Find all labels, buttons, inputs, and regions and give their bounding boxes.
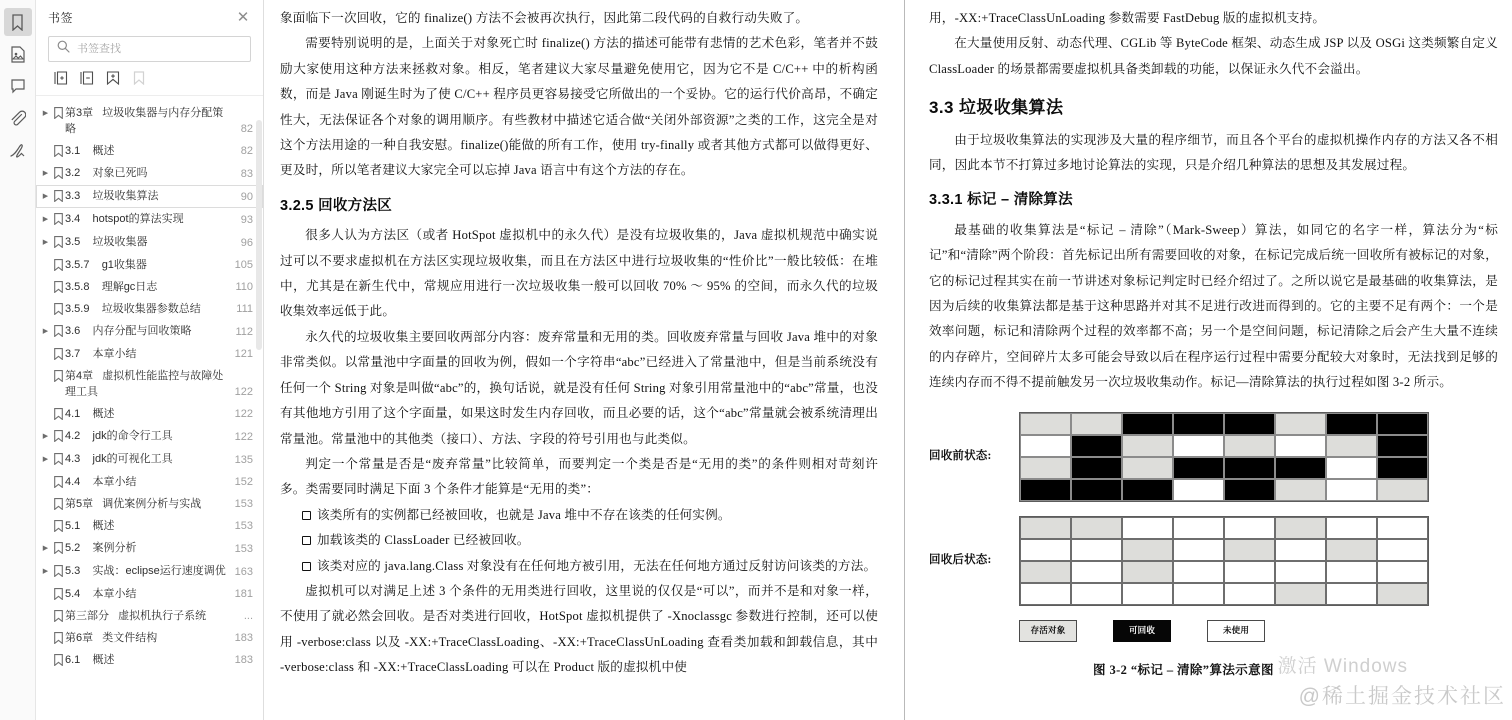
memory-before-cell	[1224, 435, 1275, 457]
search-input[interactable]	[77, 43, 242, 55]
paragraph: 很多人认为方法区（或者 HotSpot 虚拟机中的永久代）是没有垃圾收集的，Java 虚拟机规范中确实说过可以不要求虚拟机在方法区实现垃圾收集，而且在方法区中进行垃圾收集的“性价比”一般比较低：在堆中，尤其是在新生代中，常规应用进行一次垃圾收集一般可以回收 70% ～ 95% 的空间，而永久代的垃圾收集效率远低于此。	[280, 228, 878, 319]
paragraph: 需要特别说明的是，上面关于对象死亡时 finalize() 方法的描述可能带有悲情的艺术色彩，笔者并不鼓励大家使用这种方法来拯救对象。相反，笔者建议大家尽量避免使用它，因为它不是 C/C++ 中的析构函数，而是 Java 刚诞生时为了使 C/C++ 程序员更容易接受它所做出的一个妥协。它的运行代价高昂，不确定性大，无法保证各个对象的调用顺序。有些教材中描述它适合做“关闭外部资源”之类的工作，这完全是对这个方法用途的一种自我安慰。finalize()能做的所有工作，使用 try-finally 或者其他方式都可以做得更好、更及时，所以笔者建议大家完全可以忘掉 Java 语言中有这个方法的存在。	[280, 36, 878, 178]
chevron-right-icon[interactable]: ▶	[42, 328, 49, 335]
memory-before-cell	[1122, 479, 1173, 501]
section-heading-33: 3.3 垃圾收集算法	[929, 98, 1064, 118]
bookmark-item[interactable]	[36, 254, 263, 276]
bookmark-outline-icon	[132, 71, 146, 90]
memory-before-cell	[1071, 457, 1122, 479]
memory-after-cell	[1122, 583, 1173, 605]
memory-before-cell	[1275, 413, 1326, 435]
figure-3-2	[929, 412, 1498, 683]
bookmark-label: 5.4 本章小结	[65, 588, 137, 600]
bookmark-icon	[51, 428, 65, 442]
chevron-right-icon[interactable]: ▶	[42, 239, 49, 246]
bookmark-label: 3.2 对象已死吗	[65, 167, 148, 179]
bookmark-icon	[51, 301, 65, 315]
bookmark-icon	[51, 368, 65, 382]
bookmark-item[interactable]	[36, 627, 263, 649]
signature-icon	[9, 142, 26, 159]
memory-after-cell	[1275, 561, 1326, 583]
paragraph: 象面临下一次回收，它的 finalize() 方法不会被再次执行，因此第二段代码的自救行动失败了。	[280, 11, 809, 25]
bookmark-label: 5.1 概述	[65, 520, 115, 532]
document-viewer[interactable]	[264, 0, 1512, 720]
bookmark-icon	[51, 188, 65, 202]
memory-after-cell	[1275, 539, 1326, 561]
bookmark-icon	[51, 406, 65, 420]
memory-after-cell	[1071, 539, 1122, 561]
bookmark-item[interactable]	[36, 537, 263, 560]
page-left-content	[280, 6, 878, 681]
memory-before-cell	[1173, 479, 1224, 501]
bookmark-icon	[51, 143, 65, 157]
bookmark-label: 3.1 概述	[65, 145, 115, 157]
bookmark-page-number: 93	[240, 214, 253, 226]
add-bookmark-icon	[106, 71, 120, 90]
bookmark-page-number: 105	[234, 259, 253, 271]
memory-before-cell	[1275, 457, 1326, 479]
memory-before-cell	[1122, 435, 1173, 457]
bookmark-icon	[51, 518, 65, 532]
bookmark-page-number: ...	[243, 610, 253, 622]
side-icon-rail	[0, 0, 36, 720]
memory-after-cell	[1020, 517, 1071, 539]
page-right	[904, 0, 1512, 720]
memory-after-cell	[1224, 583, 1275, 605]
rail-comments-button[interactable]	[4, 72, 32, 100]
goto-bookmark-button[interactable]	[128, 70, 150, 90]
paragraph: 最基础的收集算法是“标记 – 清除”（Mark-Sweep）算法，如同它的名字一样，算法分为“标记”和“清除”两个阶段：首先标记出所有需要回收的对象，在标记完成后统一回收所有被标记的对象，它的标记过程其实在前一节讲述对象标记判定时已经介绍过了。之所以说它是最基础的收集算法，是因为后续的收集算法都是基于这种思路并对其不足进行改进而得到的。它的主要不足有两个：一个是效率问题，标记和清除两个过程的效率都不高；另一个是空间问题，标记清除之后会产生大量不连续的内存碎片，空间碎片太多可能会导致以后在程序运行过程中需要分配较大对象时，无法找到足够的连续内存而不得不提前触发另一次垃圾收集动作。标记—清除算法的执行过程如图 3-2 所示。	[929, 222, 1498, 390]
bookmarks-panel	[36, 0, 264, 720]
chevron-right-icon[interactable]: ▶	[42, 216, 49, 223]
memory-before-cell	[1377, 479, 1428, 501]
memory-after-cell	[1224, 561, 1275, 583]
bookmark-list[interactable]	[36, 96, 263, 720]
memory-before-cell	[1326, 435, 1377, 457]
bookmark-item[interactable]	[36, 276, 263, 298]
bookmark-item[interactable]	[36, 208, 263, 231]
bookmark-page-number: 152	[234, 476, 253, 488]
memory-after-cell	[1326, 539, 1377, 561]
bookmark-label: 第6章 类文件结构	[65, 632, 158, 644]
bookmark-page-number: 82	[240, 145, 253, 157]
comment-icon	[10, 78, 26, 94]
chevron-right-icon[interactable]: ▶	[42, 170, 49, 177]
bookmark-page-number: 122	[234, 431, 253, 443]
memory-before-cell	[1071, 413, 1122, 435]
memory-before-cell	[1224, 479, 1275, 501]
attachment-icon	[9, 110, 26, 127]
memory-after-cell	[1173, 539, 1224, 561]
memory-after-cell	[1377, 583, 1428, 605]
memory-before-cell	[1173, 457, 1224, 479]
bookmark-item[interactable]	[36, 560, 263, 583]
chevron-right-icon[interactable]: ▶	[42, 545, 49, 552]
bookmark-icon	[51, 652, 65, 666]
memory-before-cell	[1122, 457, 1173, 479]
list-item-text: 加载该类的 ClassLoader 已经被回收。	[317, 533, 530, 548]
search-container	[36, 34, 263, 70]
panel-title: 书签	[48, 10, 74, 25]
bookmark-item[interactable]	[36, 320, 263, 343]
memory-before-cell	[1275, 479, 1326, 501]
memory-before-cell	[1020, 435, 1071, 457]
memory-before-cell	[1326, 479, 1377, 501]
bookmark-label: 3.5.7 g1收集器	[65, 259, 147, 271]
bookmark-item[interactable]	[36, 605, 263, 627]
memory-after-cell	[1173, 517, 1224, 539]
bookmark-icon	[51, 563, 65, 577]
chevron-right-icon[interactable]: ▶	[42, 433, 49, 440]
memory-after-cell	[1377, 561, 1428, 583]
twisty-placeholder	[40, 652, 51, 653]
list-item	[280, 503, 878, 528]
bookmark-page-number: 82	[240, 123, 253, 135]
bookmark-icon	[10, 14, 25, 31]
list-item-text: 该类所有的实例都已经被回收，也就是 Java 堆中不存在该类的任何实例。	[317, 507, 731, 522]
memory-grid-after	[1019, 516, 1429, 606]
legend-unused: 未使用	[1207, 620, 1265, 642]
memory-before-cell	[1326, 457, 1377, 479]
twisty-placeholder	[40, 608, 51, 609]
memory-before-cell	[1071, 479, 1122, 501]
bookmark-icon	[51, 451, 65, 465]
rail-thumbnails-button[interactable]	[4, 40, 32, 68]
twisty-placeholder	[40, 143, 51, 144]
legend-live: 存活对象	[1019, 620, 1077, 642]
paragraph: 虚拟机可以对满足上述 3 个条件的无用类进行回收，这里说的仅仅是“可以”，而并不是和对象一样，不使用了就必然会回收。是否对类进行回收，HotSpot 虚拟机提供了 -Xnoclassgc 参数进行控制，还可以使用 -verbose:class 以及 -XX:+TraceClassLoading、-XX:+TraceClassUnLoading 查看类加载和卸载信息，其中 -verbose:class 和 -XX:+TraceClassLoading 可以在 Product 版的虚拟机中使	[280, 583, 878, 675]
twisty-placeholder	[40, 301, 51, 302]
bookmark-page-number: 153	[234, 498, 253, 510]
memory-before-cell	[1377, 413, 1428, 435]
bookmark-page-number: 135	[234, 454, 253, 466]
bookmark-label: 3.7 本章小结	[65, 348, 137, 360]
chevron-right-icon[interactable]: ▶	[42, 568, 49, 575]
memory-before-cell	[1377, 435, 1428, 457]
bookmark-item[interactable]	[36, 515, 263, 537]
memory-after-cell	[1326, 561, 1377, 583]
memory-before-cell	[1020, 479, 1071, 501]
section-heading-325: 3.2.5 回收方法区	[280, 197, 393, 214]
bookmark-label: 第4章 虚拟机性能监控与故障处理工具	[65, 370, 224, 398]
twisty-placeholder	[40, 257, 51, 258]
bookmark-page-number: 163	[234, 566, 253, 578]
bookmark-icon	[51, 496, 65, 510]
figure-row-after	[929, 516, 1498, 606]
bookmark-icon	[51, 105, 65, 119]
twisty-placeholder	[40, 518, 51, 519]
bookmark-icon	[51, 211, 65, 225]
bookmark-item[interactable]	[36, 649, 263, 671]
twisty-placeholder	[40, 279, 51, 280]
paragraph: 由于垃圾收集算法的实现涉及大量的程序细节，而且各个平台的虚拟机操作内存的方法又各不相同，因此本节不打算过多地讨论算法的实现，只是介绍几种算法的思想及其发展过程。	[929, 132, 1498, 173]
memory-after-cell	[1377, 517, 1428, 539]
bookmark-icon	[51, 474, 65, 488]
memory-after-cell	[1275, 583, 1326, 605]
list-item	[280, 554, 878, 579]
twisty-placeholder	[40, 586, 51, 587]
bookmark-page-number: 183	[234, 632, 253, 644]
bookmark-label: 4.4 本章小结	[65, 476, 137, 488]
bookmark-icon	[51, 165, 65, 179]
memory-after-cell	[1326, 517, 1377, 539]
twisty-placeholder	[40, 496, 51, 497]
bookmark-label: 3.4 hotspot的算法实现	[65, 213, 184, 225]
chevron-right-icon[interactable]: ▶	[42, 110, 49, 117]
memory-after-cell	[1020, 583, 1071, 605]
panel-header	[36, 0, 263, 34]
memory-before-cell	[1377, 457, 1428, 479]
bookmark-label: 3.6 内存分配与回收策略	[65, 325, 192, 337]
figure-caption: 图 3-2 “标记 – 清除”算法示意图	[1093, 662, 1274, 677]
thumbnail-icon	[10, 46, 26, 63]
chevron-right-icon[interactable]: ▶	[42, 456, 49, 463]
bookmark-item[interactable]	[36, 493, 263, 515]
twisty-placeholder	[40, 474, 51, 475]
memory-after-cell	[1224, 517, 1275, 539]
bookmark-icon	[51, 540, 65, 554]
expand-all-button[interactable]	[50, 70, 72, 90]
bookmark-item[interactable]	[36, 343, 263, 365]
memory-after-cell	[1173, 561, 1224, 583]
bookmark-label: 第3章 垃圾收集器与内存分配策略	[65, 107, 224, 135]
bookmark-page-number: 153	[234, 543, 253, 555]
paragraph: 判定一个常量是否是“废弃常量”比较简单，而要判定一个类是否是“无用的类”的条件则相对苛刻许多。类需要同时满足下面 3 个条件才能算是“无用的类”：	[280, 456, 878, 497]
search-box[interactable]	[48, 36, 251, 62]
figure-before-label: 回收前状态:	[929, 449, 992, 462]
memory-after-cell	[1326, 583, 1377, 605]
chevron-right-icon[interactable]: ▶	[42, 193, 49, 200]
bookmark-item[interactable]	[36, 102, 263, 140]
bookmark-toolbar	[36, 70, 263, 96]
memory-after-cell	[1173, 583, 1224, 605]
legend-recyclable: 可回收	[1113, 620, 1171, 642]
watermark-brand: @稀土掘金技术社区	[1298, 685, 1506, 708]
bookmark-icon	[51, 234, 65, 248]
checkbox-square-icon	[302, 511, 311, 520]
rail-signature-button[interactable]	[4, 136, 32, 164]
bookmark-label: 4.2 jdk的命令行工具	[65, 430, 173, 442]
page-left	[264, 0, 904, 720]
twisty-placeholder	[40, 630, 51, 631]
memory-before-cell	[1173, 435, 1224, 457]
memory-before-cell	[1173, 413, 1224, 435]
bookmark-label: 3.5 垃圾收集器	[65, 236, 148, 248]
bookmark-label: 6.1 概述	[65, 654, 115, 666]
twisty-placeholder	[40, 406, 51, 407]
bookmark-icon	[51, 279, 65, 293]
expand-all-icon	[54, 71, 68, 90]
bookmark-page-number: 90	[240, 191, 253, 203]
memory-before-cell	[1122, 413, 1173, 435]
bookmark-label: 3.5.9 垃圾收集器参数总结	[65, 303, 201, 315]
bookmark-label: 第三部分 虚拟机执行子系统	[65, 610, 207, 622]
memory-after-cell	[1377, 539, 1428, 561]
memory-before-cell	[1071, 435, 1122, 457]
bookmark-page-number: 121	[234, 348, 253, 360]
figure-after-label: 回收后状态:	[929, 553, 992, 566]
twisty-placeholder	[40, 346, 51, 347]
watermark-activate-windows: 激活 Windows	[1277, 656, 1408, 677]
bookmark-page-number: 122	[234, 386, 253, 398]
bookmark-label: 5.2 案例分析	[65, 542, 137, 554]
bookmark-page-number: 153	[234, 520, 253, 532]
page-right-content	[929, 6, 1498, 683]
bookmark-page-number: 83	[240, 168, 253, 180]
memory-after-cell	[1224, 539, 1275, 561]
memory-after-cell	[1275, 517, 1326, 539]
figure-row-before	[929, 412, 1498, 502]
bookmark-icon	[51, 608, 65, 622]
bookmark-label: 第5章 调优案例分析与实战	[65, 498, 202, 510]
bookmark-item[interactable]	[36, 448, 263, 471]
section-heading-331: 3.3.1 标记 – 清除算法	[929, 192, 1073, 209]
bookmark-item[interactable]	[36, 471, 263, 493]
twisty-placeholder	[40, 368, 51, 369]
memory-after-cell	[1071, 583, 1122, 605]
bookmark-icon	[51, 586, 65, 600]
memory-before-cell	[1326, 413, 1377, 435]
bookmark-icon	[51, 346, 65, 360]
rail-bookmarks-button[interactable]	[4, 8, 32, 36]
add-bookmark-button[interactable]	[102, 70, 124, 90]
list-item-text: 该类对应的 java.lang.Class 对象没有在任何地方被引用，无法在任何地方通过反射访问该类的方法。	[317, 558, 877, 573]
memory-after-cell	[1122, 561, 1173, 583]
memory-after-cell	[1071, 561, 1122, 583]
bookmark-item[interactable]	[36, 231, 263, 254]
memory-before-cell	[1275, 435, 1326, 457]
figure-legend	[1019, 620, 1498, 642]
memory-grid-before	[1019, 412, 1429, 502]
memory-before-cell	[1224, 457, 1275, 479]
bookmark-icon	[51, 323, 65, 337]
paragraph: 永久代的垃圾收集主要回收两部分内容：废弃常量和无用的类。回收废弃常量与回收 Java 堆中的对象非常类似。以常量池中字面量的回收为例，假如一个字符串“abc”已经进入了常量池中，但是当前系统没有任何一个 String 对象是叫做“abc”的，换句话说，就是没有任何 String 对象引用常量池中的“abc”常量，也没有其他地方引用了这个字面量，如果这时发生内存回收，而且必要的话，这个“abc”常量就会被系统清理出常量池。常量池中的其他类（接口）、方法、字段的符号引用也与此类似。	[280, 329, 878, 446]
memory-before-cell	[1020, 457, 1071, 479]
bookmark-icon	[51, 257, 65, 271]
search-icon	[57, 40, 70, 58]
bookmark-label: 3.5.8 理解gc日志	[65, 281, 158, 293]
bookmark-label: 3.3 垃圾收集算法	[65, 190, 159, 202]
bookmark-item[interactable]	[36, 583, 263, 605]
bookmark-item[interactable]	[36, 425, 263, 448]
memory-after-cell	[1122, 539, 1173, 561]
collapse-all-button[interactable]	[76, 70, 98, 90]
panel-scrollbar[interactable]	[256, 120, 262, 350]
bookmark-item[interactable]	[36, 162, 263, 185]
memory-before-cell	[1020, 413, 1071, 435]
paragraph: 在大量使用反射、动态代理、CGLib 等 ByteCode 框架、动态生成 JSP 以及 OSGi 这类频繁自定义 ClassLoader 的场景都需要虚拟机具备类卸载的功能，以保证永久代不会溢出。	[929, 36, 1498, 76]
bookmark-page-number: 111	[236, 303, 253, 315]
checkbox-square-icon	[302, 562, 311, 571]
bookmark-page-number: 112	[235, 326, 253, 338]
bookmark-page-number: 96	[240, 237, 253, 249]
checkbox-square-icon	[302, 536, 311, 545]
bookmark-page-number: 181	[234, 588, 253, 600]
bookmark-label: 4.1 概述	[65, 408, 115, 420]
memory-after-cell	[1071, 517, 1122, 539]
rail-attachments-button[interactable]	[4, 104, 32, 132]
bookmark-label: 4.3 jdk的可视化工具	[65, 453, 173, 465]
bookmark-item[interactable]	[36, 365, 263, 403]
memory-after-cell	[1020, 561, 1071, 583]
memory-after-cell	[1020, 539, 1071, 561]
memory-after-cell	[1122, 517, 1173, 539]
collapse-all-icon	[80, 71, 94, 90]
bookmark-page-number: 183	[234, 654, 253, 666]
bookmark-page-number: 122	[234, 408, 253, 420]
list-item	[280, 528, 878, 553]
bookmark-icon	[51, 630, 65, 644]
bookmark-label: 5.3 实战：eclipse运行速度调优	[65, 565, 226, 577]
close-icon[interactable]: ✕	[236, 8, 250, 26]
bookmark-page-number: 110	[235, 281, 253, 293]
memory-before-cell	[1224, 413, 1275, 435]
paragraph: 用，-XX:+TraceClassUnLoading 参数需要 FastDebug 版的虚拟机支持。	[929, 11, 1326, 25]
bookmark-item[interactable]	[36, 403, 263, 425]
bookmark-item[interactable]	[36, 298, 263, 320]
bookmark-item[interactable]	[36, 185, 263, 208]
bookmark-item[interactable]	[36, 140, 263, 162]
